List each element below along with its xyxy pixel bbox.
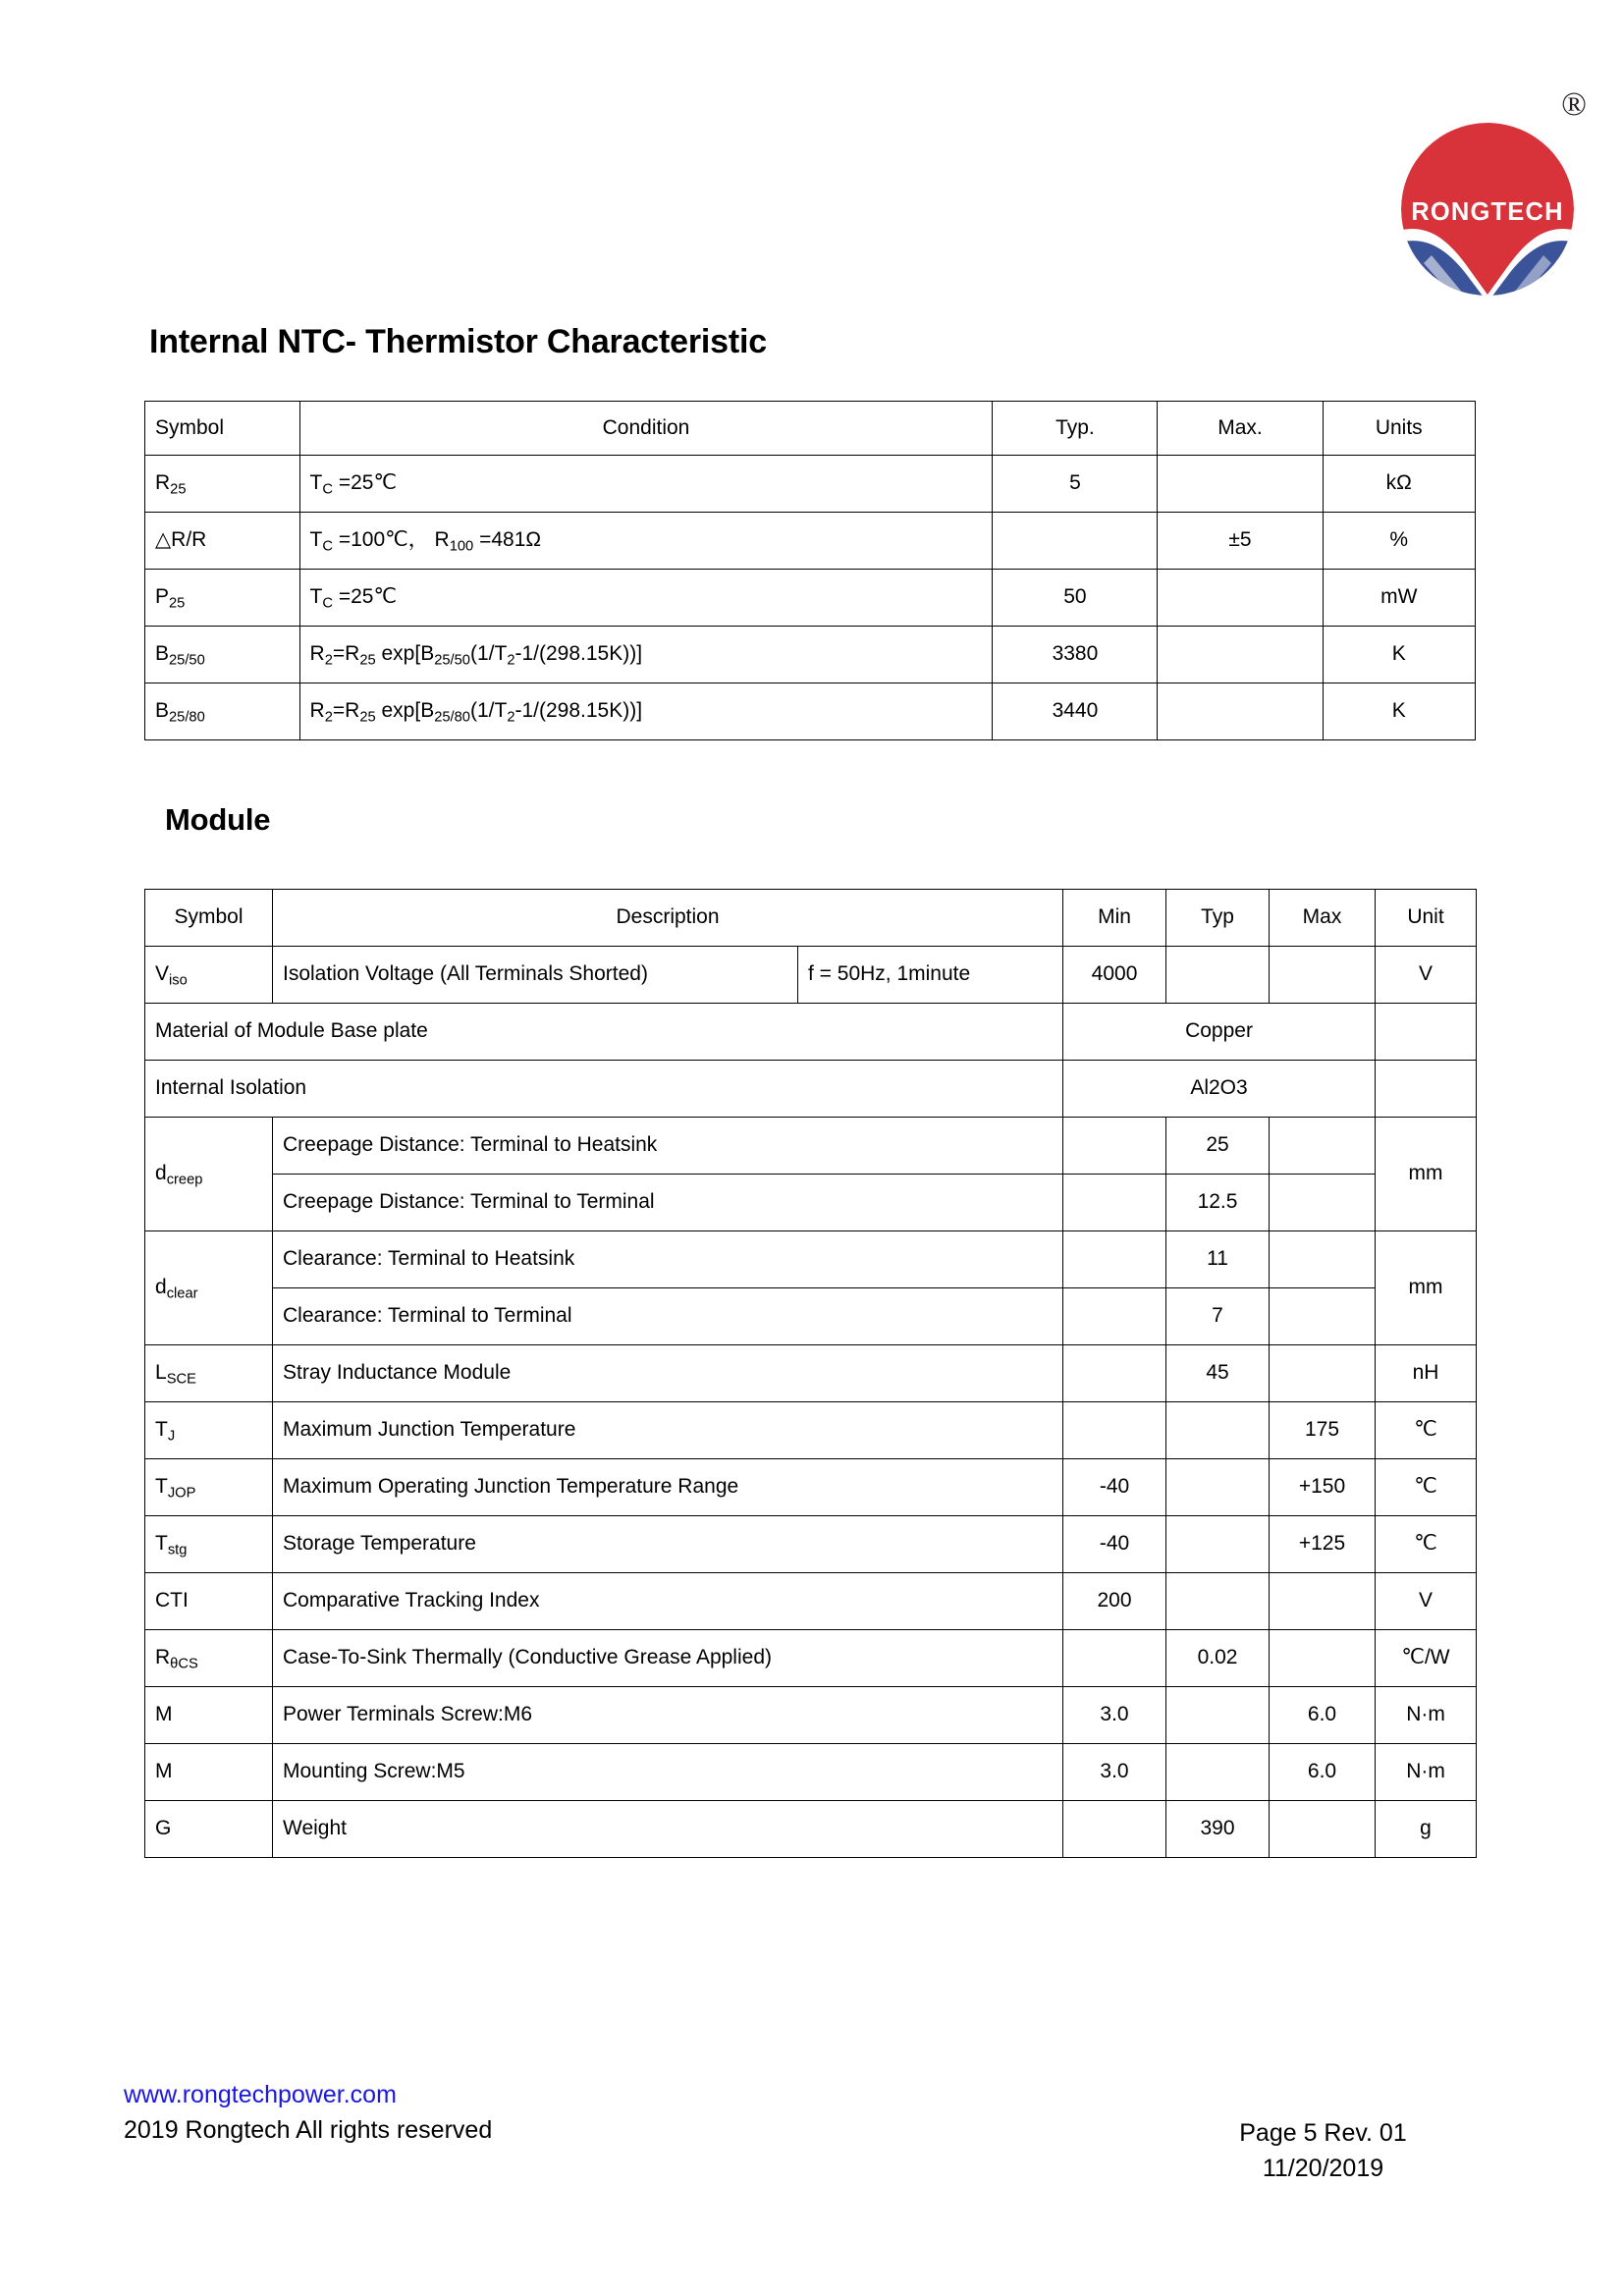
rongtech-logo-mark — [1394, 116, 1581, 302]
cell-typ: 12.5 — [1166, 1175, 1270, 1231]
cell-typ: 50 — [993, 570, 1158, 627]
cell-min: 4000 — [1063, 947, 1166, 1004]
cell-description: Creepage Distance: Terminal to Heatsink — [273, 1118, 1063, 1175]
cell-symbol: $R_{25}$ — [145, 456, 300, 513]
cell-typ: 5 — [993, 456, 1158, 513]
cell-min: 3.0 — [1063, 1744, 1166, 1801]
table-header-row — [145, 402, 1476, 456]
cell-condition: $T_C$ =100℃， $R_{100} =481\Omega$ — [299, 513, 993, 570]
cell-units: kΩ — [1323, 456, 1476, 513]
copyright-text: 2019 Rongtech All rights reserved — [124, 2115, 493, 2144]
logo-wordmark: RONGTECH — [1411, 198, 1564, 226]
cell-description: Stray Inductance Module — [273, 1345, 1063, 1402]
cell-max — [1270, 947, 1376, 1004]
table-row — [145, 1744, 1477, 1801]
cell-max — [1158, 627, 1323, 683]
col-typ: Typ — [1166, 890, 1270, 947]
cell-unit: g — [1376, 1801, 1477, 1858]
cell-units: % — [1323, 513, 1476, 570]
table-row — [145, 1175, 1477, 1231]
table-header-row — [145, 890, 1477, 947]
table-row — [145, 1459, 1477, 1516]
cell-max — [1270, 1175, 1376, 1231]
cell-min: 3.0 — [1063, 1687, 1166, 1744]
module-characteristic-table — [144, 889, 1477, 1858]
cell-max — [1158, 683, 1323, 740]
footer-left — [124, 2078, 492, 2148]
cell-symbol: $B_{25/50}$ — [145, 627, 300, 683]
cell-description: Creepage Distance: Terminal to Terminal — [273, 1175, 1063, 1231]
col-units: Units — [1323, 402, 1476, 456]
cell-typ: 7 — [1166, 1288, 1270, 1345]
col-description: Description — [273, 890, 1063, 947]
cell-symbol: M — [145, 1687, 273, 1744]
cell-material-value: Copper — [1063, 1004, 1376, 1061]
col-max: Max — [1270, 890, 1376, 947]
cell-typ: 0.02 — [1166, 1630, 1270, 1687]
cell-description: Maximum Operating Junction Temperature Range — [273, 1459, 1063, 1516]
cell-typ: 390 — [1166, 1801, 1270, 1858]
cell-max — [1158, 456, 1323, 513]
cell-unit: ℃ — [1376, 1516, 1477, 1573]
cell-symbol: G — [145, 1801, 273, 1858]
table-row — [145, 1231, 1477, 1288]
cell-min — [1063, 1345, 1166, 1402]
table-row — [145, 513, 1476, 570]
table-row — [145, 1288, 1477, 1345]
ntc-characteristic-table — [144, 401, 1476, 740]
cell-symbol: $L_{SCE}$ — [145, 1345, 273, 1402]
cell-description: Comparative Tracking Index — [273, 1573, 1063, 1630]
cell-material-value: Al2O3 — [1063, 1061, 1376, 1118]
cell-description: Maximum Junction Temperature — [273, 1402, 1063, 1459]
cell-typ: 3380 — [993, 627, 1158, 683]
cell-unit: mm — [1376, 1231, 1477, 1345]
cell-description: Isolation Voltage (All Terminals Shorted) — [273, 947, 798, 1004]
cell-units: mW — [1323, 570, 1476, 627]
cell-condition: $R_2=R_{25}$ $\exp[B_{25/50}(1/T_2-1/(298.15K))]$ — [299, 627, 993, 683]
cell-unit: ℃/W — [1376, 1630, 1477, 1687]
cell-symbol: $T_{JOP}$ — [145, 1459, 273, 1516]
table-row — [145, 1118, 1477, 1175]
col-symbol: Symbol — [145, 890, 273, 947]
cell-min — [1063, 1175, 1166, 1231]
cell-max — [1270, 1231, 1376, 1288]
cell-symbol: $d_{creep}$ — [145, 1118, 273, 1231]
table-row — [145, 683, 1476, 740]
cell-min — [1063, 1801, 1166, 1858]
col-unit: Unit — [1376, 890, 1477, 947]
cell-unit: N·m — [1376, 1744, 1477, 1801]
cell-unit — [1376, 1004, 1477, 1061]
cell-symbol: M — [145, 1744, 273, 1801]
cell-typ: 25 — [1166, 1118, 1270, 1175]
registered-trademark-icon: ® — [1561, 86, 1587, 123]
cell-description: Internal Isolation — [145, 1061, 1063, 1118]
table-row — [145, 1004, 1477, 1061]
cell-unit: nH — [1376, 1345, 1477, 1402]
cell-min — [1063, 1288, 1166, 1345]
cell-min: 200 — [1063, 1573, 1166, 1630]
cell-typ — [1166, 1687, 1270, 1744]
cell-max: 6.0 — [1270, 1687, 1376, 1744]
cell-typ — [1166, 1402, 1270, 1459]
cell-typ — [993, 513, 1158, 570]
cell-unit: V — [1376, 1573, 1477, 1630]
cell-symbol: $P_{25}$ — [145, 570, 300, 627]
rongtech-logo — [1394, 86, 1587, 302]
table-row — [145, 947, 1477, 1004]
cell-min: -40 — [1063, 1516, 1166, 1573]
cell-symbol: CTI — [145, 1573, 273, 1630]
cell-typ: 45 — [1166, 1345, 1270, 1402]
cell-unit: V — [1376, 947, 1477, 1004]
cell-typ — [1166, 1516, 1270, 1573]
table-row — [145, 627, 1476, 683]
col-max: Max. — [1158, 402, 1323, 456]
table-row — [145, 1345, 1477, 1402]
cell-max — [1270, 1288, 1376, 1345]
cell-symbol: $T_J$ — [145, 1402, 273, 1459]
cell-description: Mounting Screw:M5 — [273, 1744, 1063, 1801]
cell-description: Clearance: Terminal to Heatsink — [273, 1231, 1063, 1288]
cell-max — [1270, 1345, 1376, 1402]
cell-min — [1063, 1402, 1166, 1459]
table-row — [145, 1516, 1477, 1573]
revision-date-text: 11/20/2019 — [1262, 2154, 1384, 2182]
table-row — [145, 570, 1476, 627]
cell-units: K — [1323, 627, 1476, 683]
cell-description: Case-To-Sink Thermally (Conductive Grease Applied) — [273, 1630, 1063, 1687]
cell-max: +125 — [1270, 1516, 1376, 1573]
table-row — [145, 1630, 1477, 1687]
cell-test-condition: f = 50Hz, 1minute — [798, 947, 1063, 1004]
cell-typ — [1166, 1744, 1270, 1801]
col-typ: Typ. — [993, 402, 1158, 456]
table-row — [145, 1061, 1477, 1118]
cell-units: K — [1323, 683, 1476, 740]
cell-unit: ℃ — [1376, 1459, 1477, 1516]
cell-description: Weight — [273, 1801, 1063, 1858]
cell-condition: $T_C$ =25℃ — [299, 570, 993, 627]
cell-symbol: $d_{clear}$ — [145, 1231, 273, 1345]
cell-min — [1063, 1118, 1166, 1175]
page-title-ntc: Internal NTC- Thermistor Characteristic — [149, 323, 767, 360]
table-row — [145, 1402, 1477, 1459]
cell-min — [1063, 1231, 1166, 1288]
cell-description: Material of Module Base plate — [145, 1004, 1063, 1061]
cell-max: ±5 — [1158, 513, 1323, 570]
cell-min: -40 — [1063, 1459, 1166, 1516]
cell-typ — [1166, 947, 1270, 1004]
cell-max: 175 — [1270, 1402, 1376, 1459]
cell-symbol: △R/R — [145, 513, 300, 570]
cell-max: +150 — [1270, 1459, 1376, 1516]
cell-symbol: $B_{25/80}$ — [145, 683, 300, 740]
cell-unit: ℃ — [1376, 1402, 1477, 1459]
cell-description: Clearance: Terminal to Terminal — [273, 1288, 1063, 1345]
cell-unit: N·m — [1376, 1687, 1477, 1744]
cell-symbol: $R_{\theta CS}$ — [145, 1630, 273, 1687]
table-row — [145, 1801, 1477, 1858]
cell-unit: mm — [1376, 1118, 1477, 1231]
cell-min — [1063, 1630, 1166, 1687]
cell-max — [1158, 570, 1323, 627]
footer-right — [1129, 2116, 1517, 2186]
col-symbol: Symbol — [145, 402, 300, 456]
section-title-module: Module — [165, 802, 271, 837]
cell-symbol: $V_{iso}$ — [145, 947, 273, 1004]
cell-symbol: $T_{stg}$ — [145, 1516, 273, 1573]
cell-max — [1270, 1118, 1376, 1175]
cell-max — [1270, 1573, 1376, 1630]
cell-typ: 11 — [1166, 1231, 1270, 1288]
cell-condition: $T_C$ =25℃ — [299, 456, 993, 513]
cell-typ — [1166, 1459, 1270, 1516]
cell-max — [1270, 1630, 1376, 1687]
cell-max — [1270, 1801, 1376, 1858]
cell-max: 6.0 — [1270, 1744, 1376, 1801]
cell-description: Power Terminals Screw:M6 — [273, 1687, 1063, 1744]
cell-condition: $R_2=R_{25}$ $\exp[B_{25/80}(1/T_2-1/(298.15K))]$ — [299, 683, 993, 740]
cell-typ: 3440 — [993, 683, 1158, 740]
cell-unit — [1376, 1061, 1477, 1118]
table-row — [145, 1573, 1477, 1630]
company-website-link[interactable]: www.rongtechpower.com — [124, 2081, 397, 2108]
cell-description: Storage Temperature — [273, 1516, 1063, 1573]
col-min: Min — [1063, 890, 1166, 947]
cell-typ — [1166, 1573, 1270, 1630]
table-row — [145, 456, 1476, 513]
table-row — [145, 1687, 1477, 1744]
col-condition: Condition — [299, 402, 993, 456]
page-revision-text: Page 5 Rev. 01 — [1239, 2119, 1407, 2147]
